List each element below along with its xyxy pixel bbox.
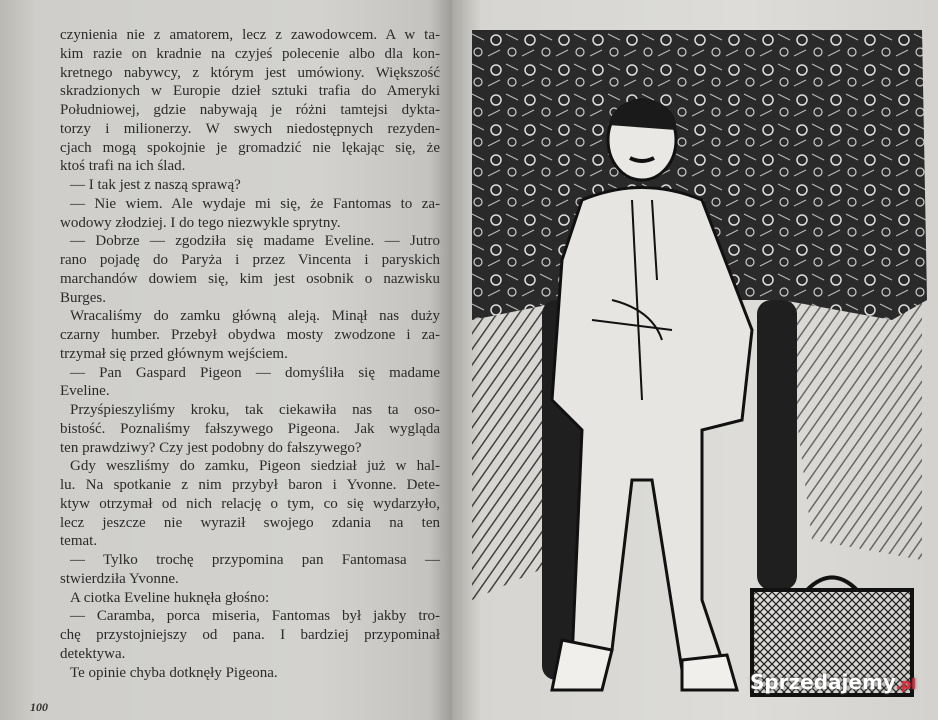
text-line: — Dobrze — zgodziła się madame Eveline. — Jutro [70, 233, 440, 250]
illustration-seated-man [452, 0, 938, 720]
text-line: rano pojadę do Paryża i przez Vincenta i paryskich [60, 252, 440, 268]
text-line: Południowej, gdzie nabywają je różni tamtejsi dykta- [60, 102, 440, 118]
text-line: wodowy złodziej. I do tego niezwykle sprytny. [60, 214, 341, 231]
text-line: trzymał się przed głównym wejściem. [60, 345, 288, 362]
text-line: ktyw otrzymał od nich relację o tym, co się wydarzyło, [60, 495, 440, 512]
text-line: — Nie wiem. Ale wydaje mi się, że Fantomas to za- [70, 195, 440, 212]
text-line: cjach mogą spokojnie je gromadzić nie lękając się, że [60, 139, 440, 156]
chair-right-post [757, 300, 797, 590]
text-line: lecz jeszcze nie wyraził swojego zdania na ten [60, 514, 440, 531]
left-book-page [0, 0, 452, 720]
text-line: Burges. [60, 289, 106, 306]
right-book-page [452, 0, 938, 720]
text-line: lu. Na spotkanie z nim przybył baron i Yvonne. Dete- [60, 477, 440, 493]
text-line: — I tak jest z naszą sprawą? [70, 177, 241, 193]
watermark-logo [750, 670, 916, 694]
watermark-suffix: .pl [895, 677, 916, 693]
text-line: skradzionych w Europie dzieł sztuki trafia do Ameryki [60, 83, 440, 100]
text-line: A ciotka Eveline huknęła głośno: [70, 589, 270, 606]
text-line: torzy i milionerzy. W swych niedostępnych rezyden- [60, 120, 440, 137]
text-line: — Tylko trochę przypomina pan Fantomasa — [70, 552, 440, 568]
text-line: Wracaliśmy do zamku główną aleją. Minął nas duży [70, 308, 440, 325]
text-line: ktoś trafi na ich ślad. [60, 158, 186, 175]
text-line: temat. [60, 533, 98, 550]
text-line: czynienia nie z amatorem, lecz z zawodowcem. A w ta- [60, 27, 440, 43]
text-line: Przyśpieszyliśmy kroku, tak ciekawiła nas ta oso- [70, 402, 440, 418]
text-line: stwierdziła Yvonne. [60, 570, 179, 587]
text-line: — Caramba, porca miseria, Fantomas był jakby tro- [70, 608, 440, 625]
text-line: chę przystojniejszy od pana. I bardziej przypominał [60, 627, 440, 643]
page-number: 100 [30, 700, 48, 714]
text-line: — Pan Gaspard Pigeon — domyśliła się madame [70, 364, 440, 381]
text-line: marchandów dowiem się, kim jest osobnik o nazwisku [60, 270, 440, 287]
text-line: bistość. Poznaliśmy fałszywego Pigeona. Jak wygląda [60, 420, 440, 437]
text-line: ten prawdziwy? Czy jest podobny do fałszywego? [60, 439, 362, 456]
text-line: czarny humber. Przebył obydwa mosty zwodzone i za- [60, 327, 440, 343]
text-line: detektywa. [60, 645, 126, 662]
text-line: Eveline. [60, 383, 110, 400]
shadow-hatching-right [782, 300, 922, 560]
watermark-text: Sprzedajemy [749, 670, 896, 694]
text-line: Gdy weszliśmy do zamku, Pigeon siedział już w hal- [70, 458, 440, 475]
text-line: Te opinie chyba dotknęły Pigeona. [70, 664, 278, 681]
text-line: kretnego nabywcy, z którym jest umówiony. Większość [60, 64, 440, 81]
text-line: kim razie on kradnie na czyjeś polecenie albo dla kon- [60, 45, 440, 62]
